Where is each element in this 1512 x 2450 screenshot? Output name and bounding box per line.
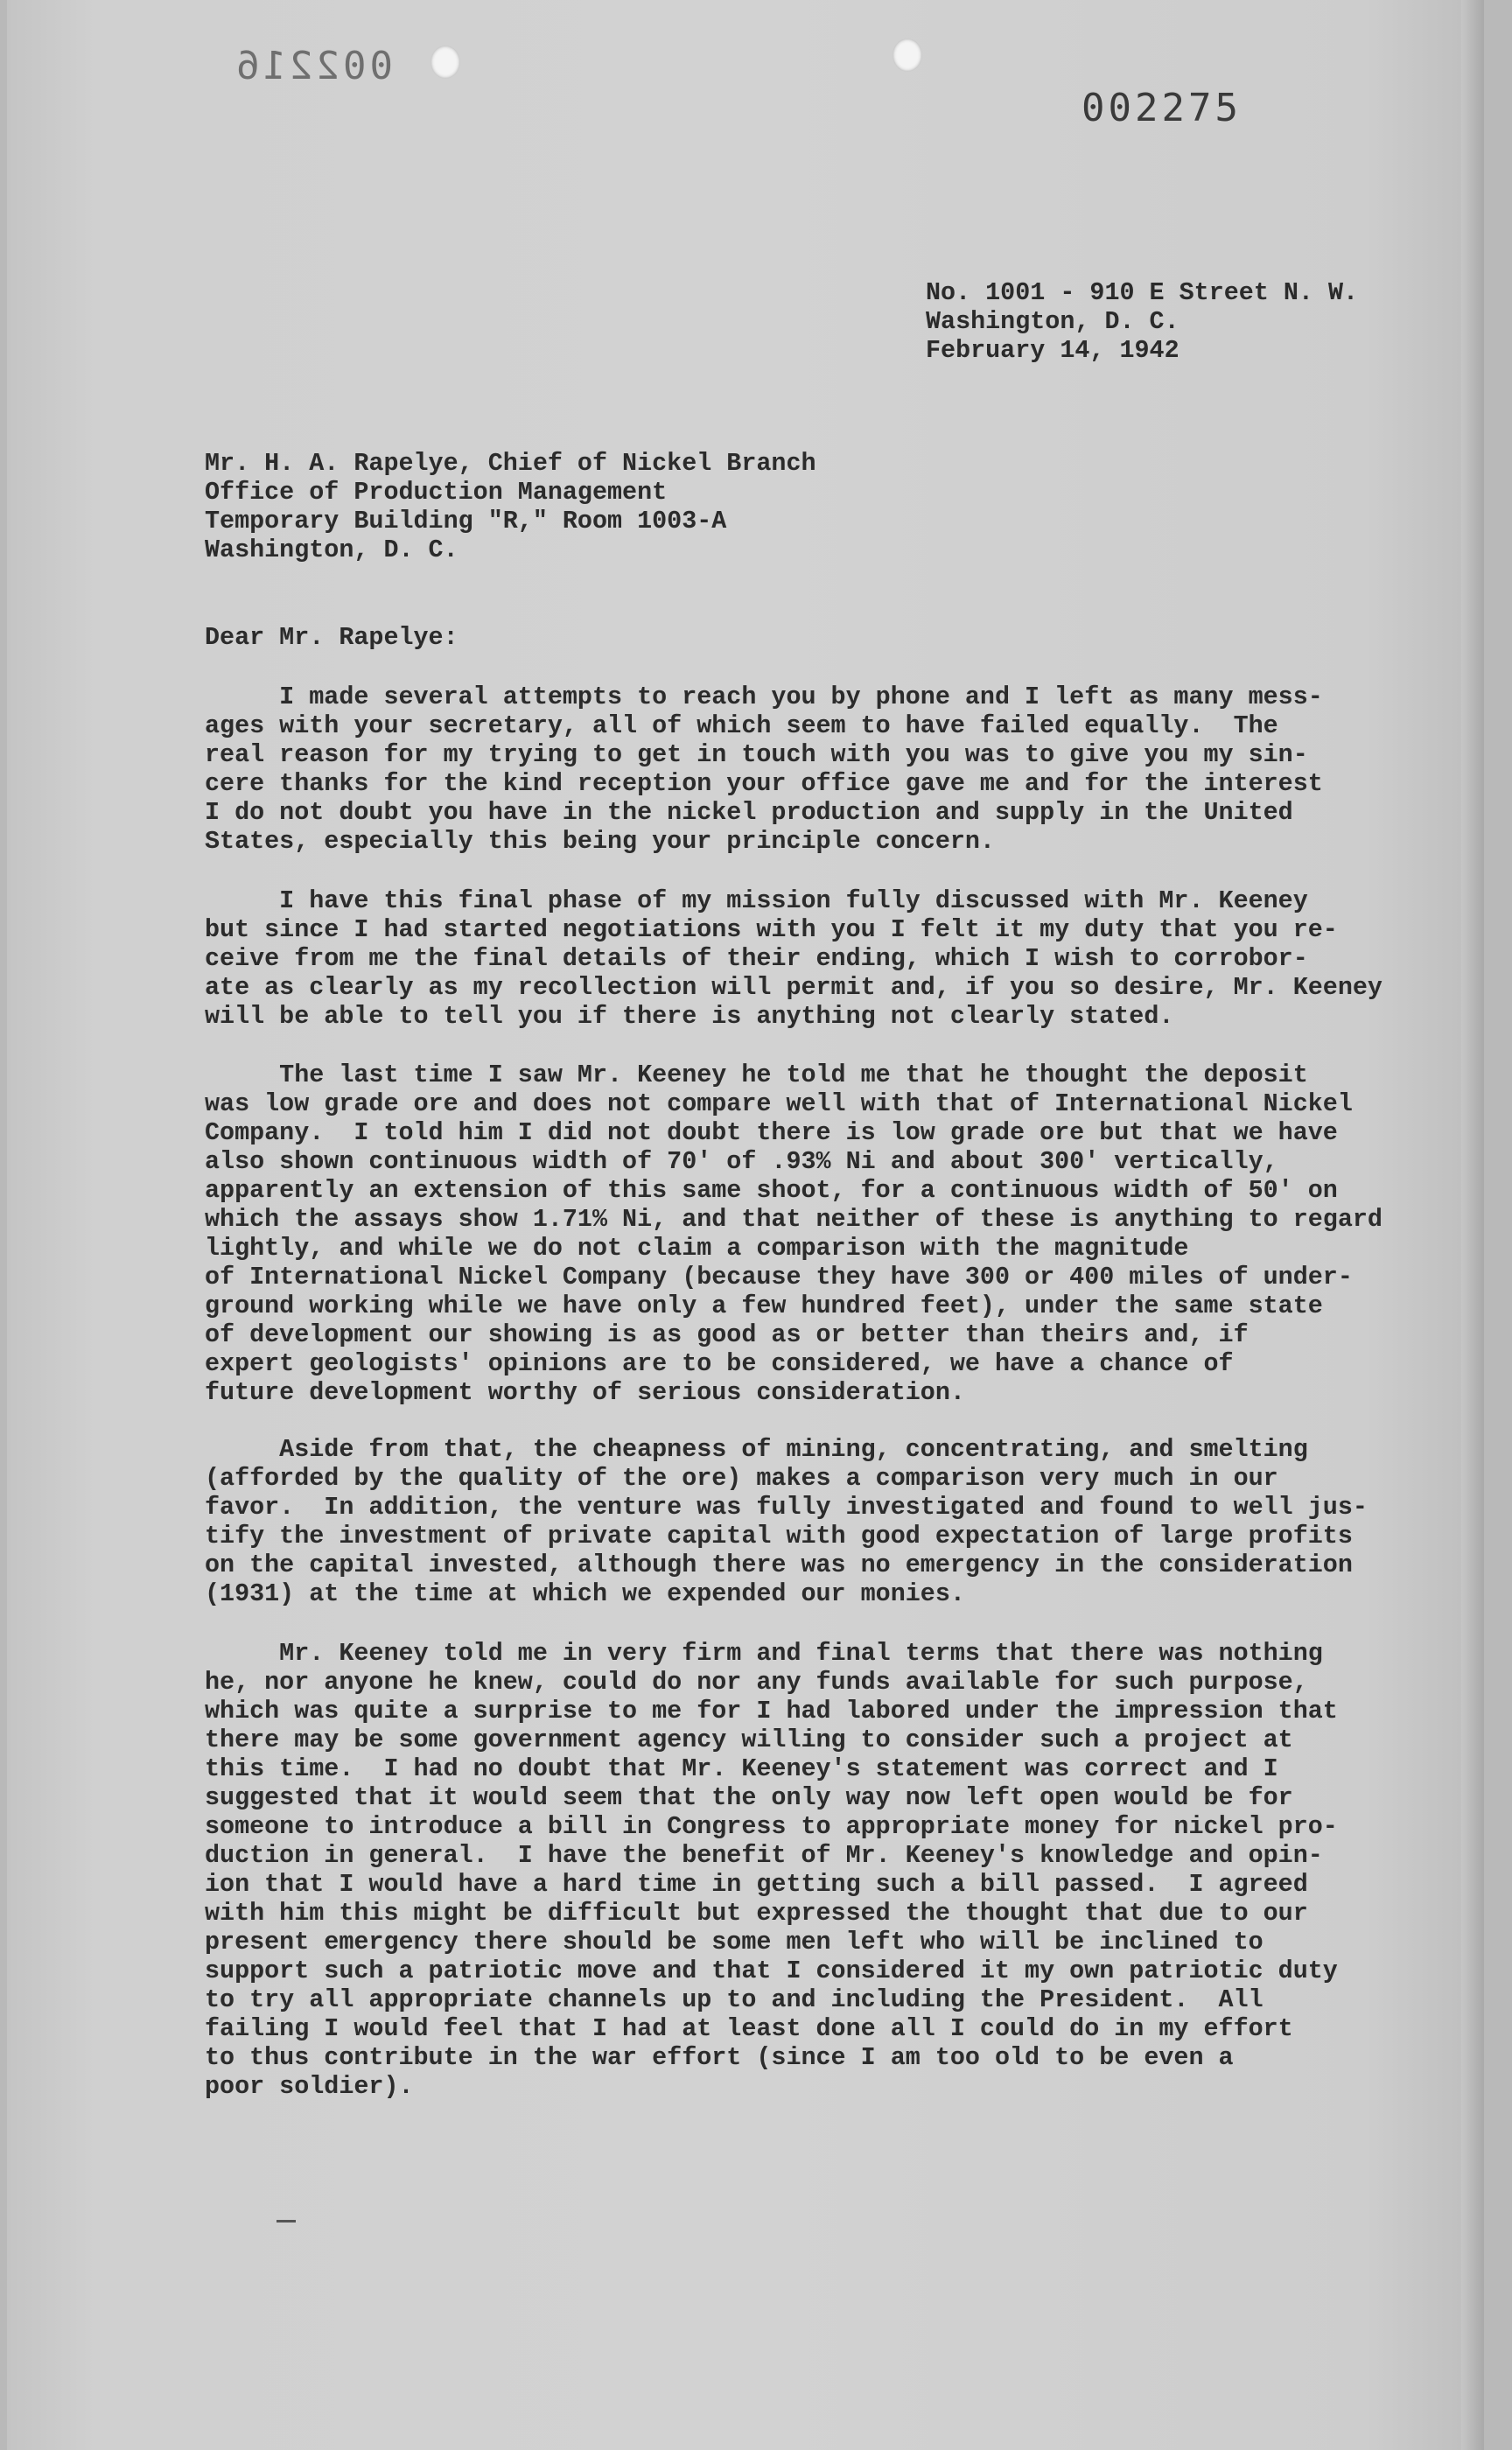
text-line: suggested that it would seem that the only way now left open would be for — [205, 1783, 1293, 1812]
recipient-line: Temporary Building "R," Room 1003-A — [205, 507, 727, 536]
sender-address-block — [926, 278, 1358, 365]
salutation: Dear Mr. Rapelye: — [205, 623, 458, 652]
text-line: which the assays show 1.71% Ni, and that neither of these is anything to regard — [205, 1205, 1382, 1234]
letter-date: February 14, 1942 — [926, 336, 1180, 365]
recipient-line: Office of Production Management — [205, 478, 668, 507]
text-line: (1931) at the time at which we expended our monies. — [205, 1579, 965, 1608]
text-line: apparently an extension of this same shoot, for a continuous width of 50' on — [205, 1176, 1338, 1205]
text-line: on the capital invested, although there was no emergency in the consideration — [205, 1550, 1353, 1579]
text-line: of International Nickel Company (because they have 300 or 400 miles of under- — [205, 1263, 1353, 1292]
text-line: favor. In addition, the venture was fully investigated and found to well jus- — [205, 1493, 1368, 1522]
text-line: but since I had started negotiations with you I felt it my duty that you re- — [205, 915, 1338, 944]
text-line: duction in general. I have the benefit of Mr. Keeney's knowledge and opin- — [205, 1841, 1323, 1870]
text-line: I do not doubt you have in the nickel production and supply in the United — [205, 798, 1293, 827]
text-line: poor soldier). — [205, 2072, 414, 2101]
recipient-line: Mr. H. A. Rapelye, Chief of Nickel Branch — [205, 449, 816, 478]
sender-address-line: No. 1001 - 910 E Street N. W. — [926, 278, 1359, 307]
document-stamp-number: 002275 — [1082, 86, 1242, 130]
paragraph-1 — [205, 682, 1323, 856]
text-line: this time. I had no doubt that Mr. Keeney's statement was correct and I — [205, 1754, 1278, 1783]
text-line: ate as clearly as my recollection will permit and, if you so desire, Mr. Keeney — [205, 973, 1382, 1002]
paragraph-4 — [205, 1435, 1368, 1608]
text-line: (afforded by the quality of the ore) makes a comparison very much in our — [205, 1464, 1278, 1493]
text-line: present emergency there should be some men left who will be inclined to — [205, 1928, 1264, 1956]
page-edge-shadow — [1461, 0, 1484, 2450]
text-line: I made several attempts to reach you by phone and I left as many mess- — [205, 682, 1323, 711]
text-line: The last time I saw Mr. Keeney he told me that he thought the deposit — [205, 1060, 1308, 1089]
paragraph-5 — [205, 1639, 1338, 2101]
text-line: support such a patriotic move and that I considered it my own patriotic duty — [205, 1956, 1338, 1985]
text-line: I have this final phase of my mission fully discussed with Mr. Keeney — [205, 886, 1308, 915]
punch-hole-left — [430, 46, 460, 79]
text-line: tify the investment of private capital with good expectation of large profits — [205, 1522, 1353, 1550]
text-line: was low grade ore and does not compare well with that of International Nickel — [205, 1089, 1353, 1118]
punch-hole-right — [892, 38, 922, 72]
text-line: lightly, and while we do not claim a comparison with the magnitude — [205, 1234, 1189, 1263]
letter-page — [7, 0, 1484, 2450]
text-line: cere thanks for the kind reception your office gave me and for the interest — [205, 769, 1323, 798]
text-line: someone to introduce a bill in Congress to appropriate money for nickel pro- — [205, 1812, 1338, 1841]
text-line: with him this might be difficult but expressed the thought that due to our — [205, 1899, 1308, 1928]
paragraph-2 — [205, 886, 1382, 1031]
text-line: real reason for my trying to get in touch with you was to give you my sin- — [205, 740, 1308, 769]
recipient-block — [205, 449, 816, 564]
text-line: Company. I told him I did not doubt there is low grade ore but that we have — [205, 1118, 1338, 1147]
text-line: ceive from me the final details of their ending, which I wish to corrobor- — [205, 944, 1308, 973]
recipient-line: Washington, D. C. — [205, 536, 458, 564]
text-line: failing I would feel that I had at least done all I could do in my effort — [205, 2014, 1293, 2043]
pen-mark — [276, 2220, 296, 2222]
text-line: also shown continuous width of 70' of .93% Ni and about 300' vertically, — [205, 1147, 1278, 1176]
text-line: of development our showing is as good as or better than theirs and, if — [205, 1320, 1249, 1349]
text-line: to thus contribute in the war effort (since I am too old to be even a — [205, 2043, 1234, 2072]
sender-city-line: Washington, D. C. — [926, 307, 1180, 336]
text-line: ground working while we have only a few hundred feet), under the same state — [205, 1292, 1323, 1320]
text-line: which was quite a surprise to me for I had labored under the impression that — [205, 1697, 1338, 1726]
text-line: Mr. Keeney told me in very firm and final terms that there was nothing — [205, 1639, 1323, 1668]
mirrored-stamp-number: 002216 — [233, 44, 393, 88]
text-line: will be able to tell you if there is anything not clearly stated. — [205, 1002, 1174, 1031]
text-line: to try all appropriate channels up to and including the President. All — [205, 1985, 1264, 2014]
text-line: States, especially this being your principle concern. — [205, 827, 995, 856]
text-line: ion that I would have a hard time in getting such a bill passed. I agreed — [205, 1870, 1308, 1899]
text-line: he, nor anyone he knew, could do nor any funds available for such purpose, — [205, 1668, 1308, 1697]
text-line: there may be some government agency willing to consider such a project at — [205, 1726, 1293, 1754]
text-line: ages with your secretary, all of which seem to have failed equally. The — [205, 711, 1278, 740]
text-line: Aside from that, the cheapness of mining, concentrating, and smelting — [205, 1435, 1308, 1464]
text-line: expert geologists' opinions are to be considered, we have a chance of — [205, 1349, 1234, 1378]
paragraph-3 — [205, 1060, 1382, 1407]
text-line: future development worthy of serious consideration. — [205, 1378, 965, 1407]
